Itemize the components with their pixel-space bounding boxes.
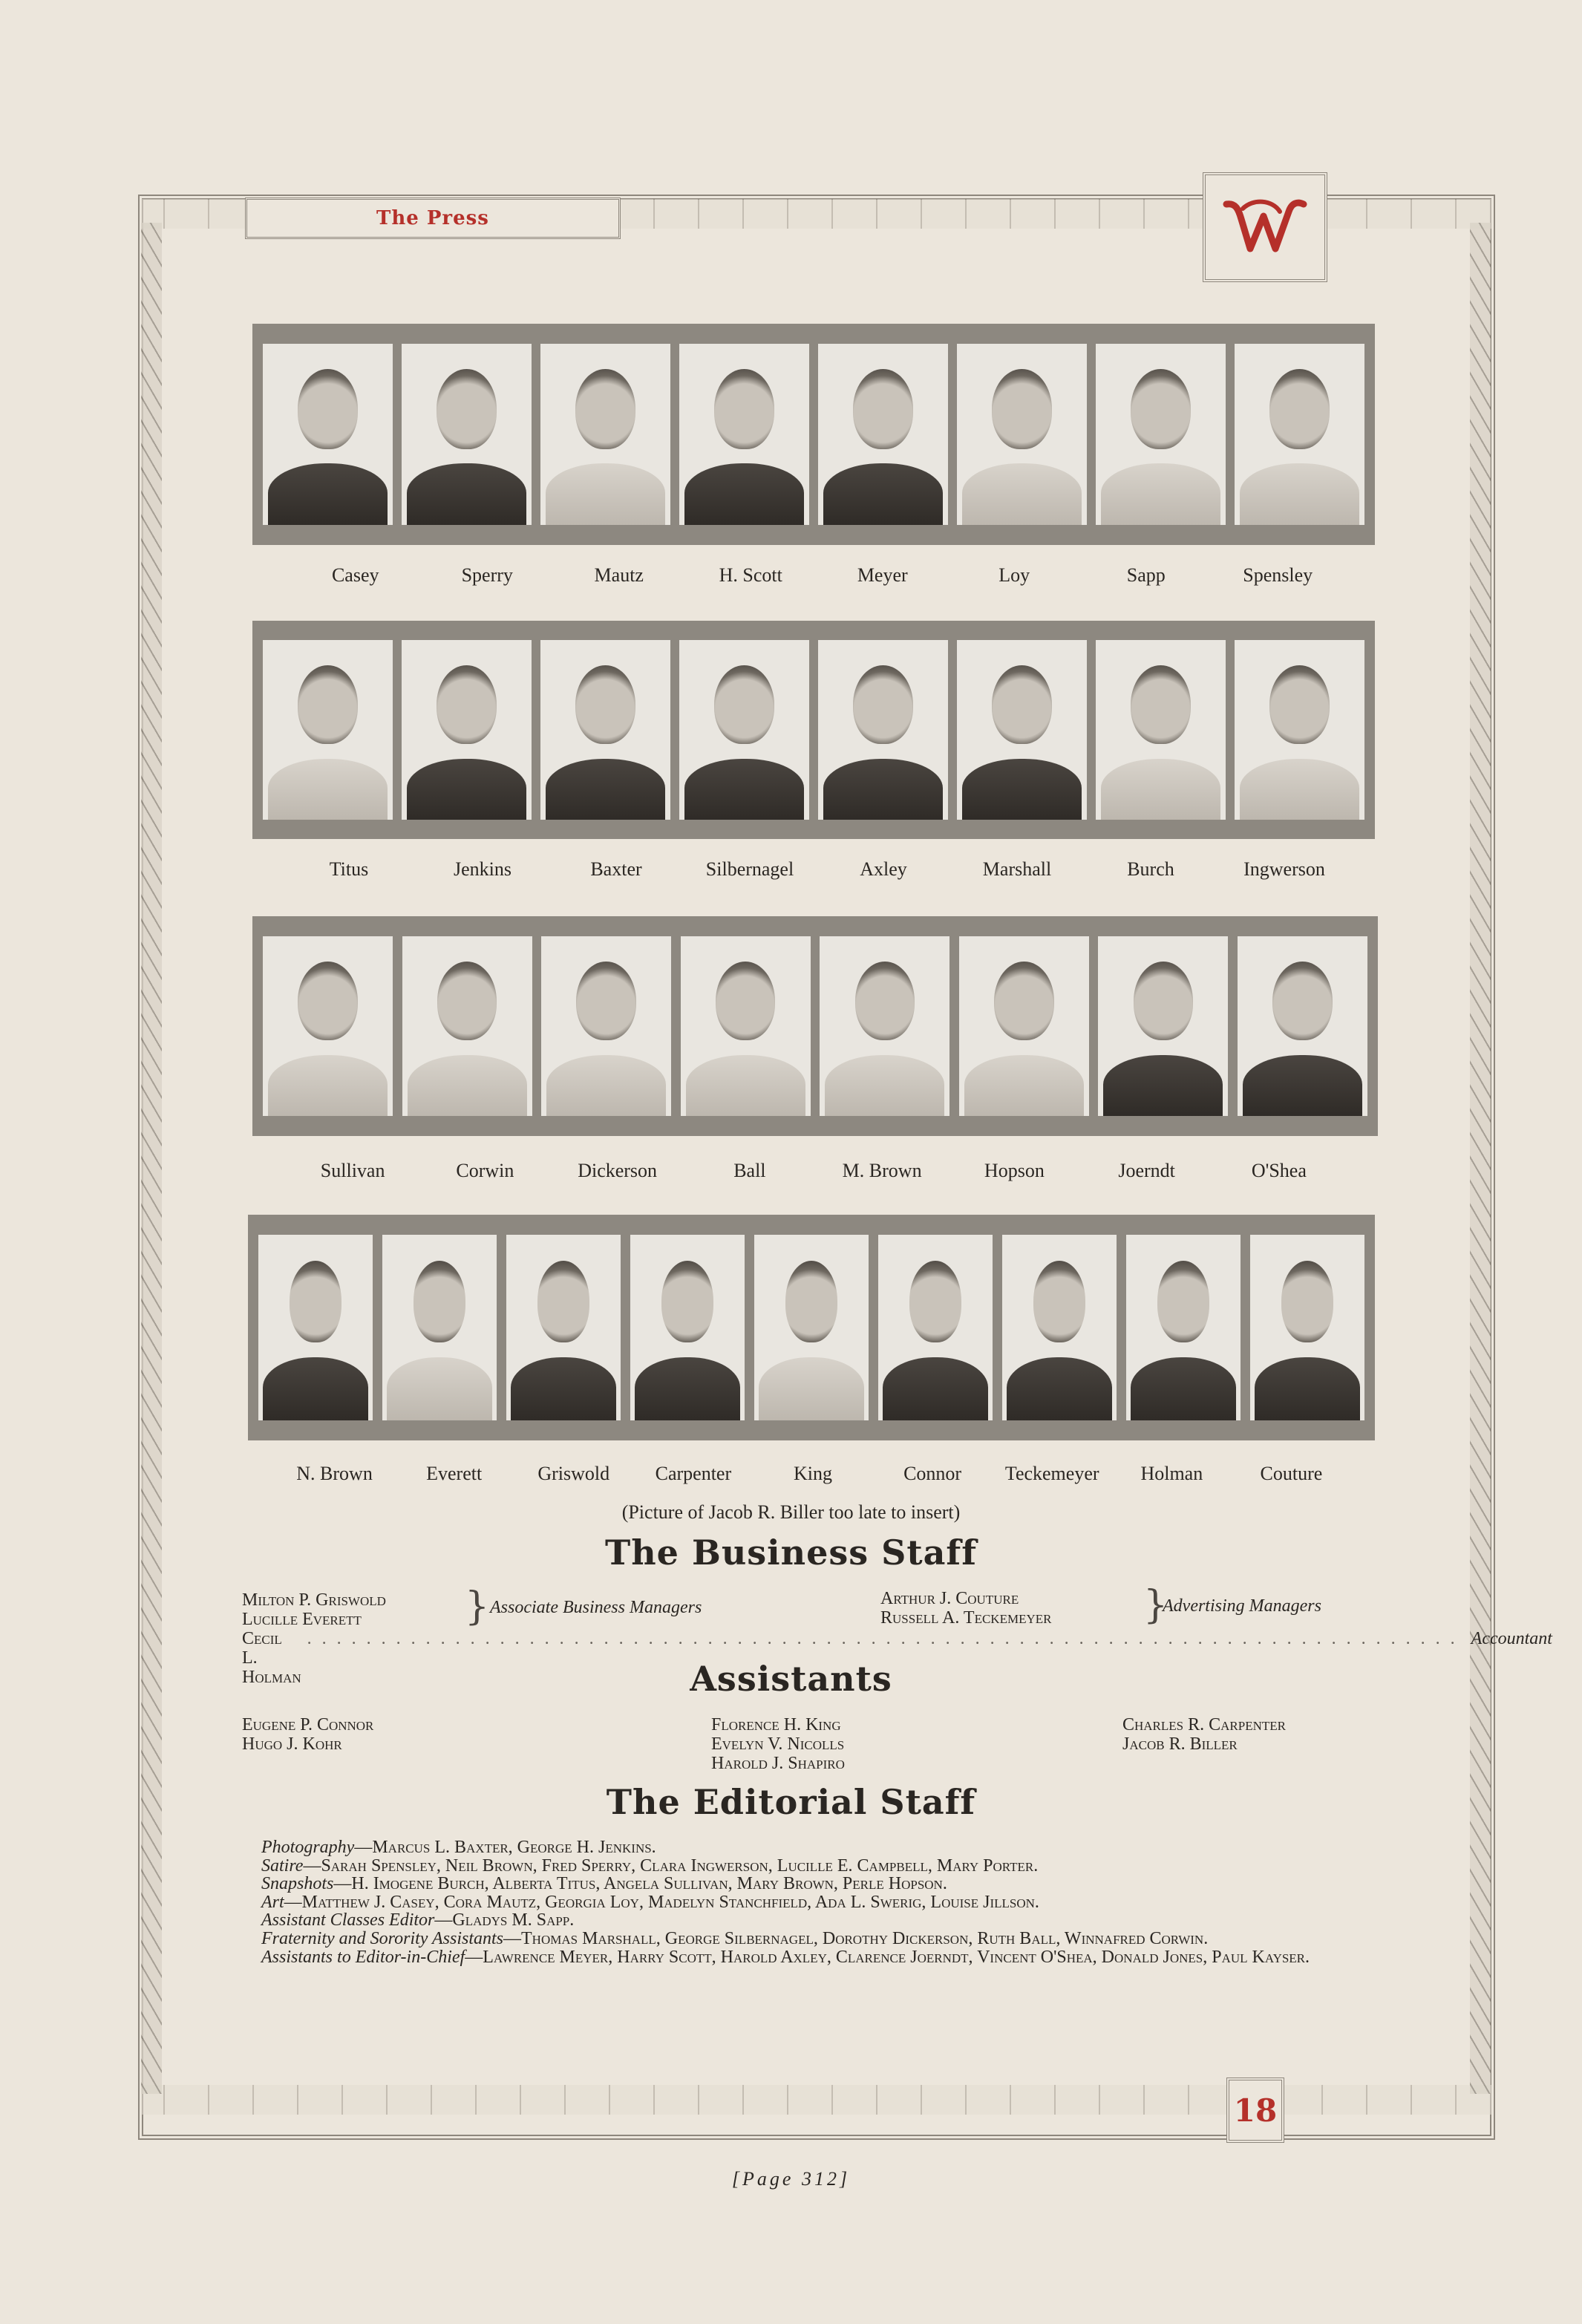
staff-name: Jacob R. Biller	[1122, 1734, 1238, 1754]
portrait-name-row	[275, 1463, 1351, 1485]
portrait-name: Spensley	[1243, 564, 1313, 586]
staff-name: Florence H. King	[711, 1715, 841, 1734]
assistants-column-1	[242, 1715, 373, 1754]
portrait-name: Casey	[331, 564, 379, 586]
assistants-heading: Assistants	[690, 1659, 892, 1699]
portrait-shoulders	[546, 759, 665, 820]
portrait-shoulders	[263, 1357, 368, 1420]
editorial-people: Sarah Spensley, Neil Brown, Fred Sperry, Clara Ingwerson, Lucille E. Campbell, Mary Porter.	[321, 1855, 1039, 1876]
advertising-managers-role: Advertising Managers	[1163, 1596, 1321, 1616]
portrait-photo	[506, 1235, 621, 1420]
portrait-shoulders	[268, 463, 388, 525]
portrait-head	[1157, 1261, 1210, 1342]
editorial-entry	[238, 1911, 1366, 1930]
portrait-photo	[1235, 344, 1364, 525]
portrait-shoulders	[1101, 759, 1220, 820]
w-monogram-logo	[1203, 172, 1327, 282]
editorial-entry	[238, 1948, 1366, 1967]
portrait-photo	[878, 1235, 993, 1420]
portrait-shoulders	[684, 759, 804, 820]
portrait-head	[853, 369, 913, 449]
portrait-shoulders	[823, 463, 943, 525]
em-dash: —	[333, 1874, 352, 1894]
portrait-row	[248, 1215, 1375, 1440]
portrait-photo	[258, 1235, 373, 1420]
portrait-shoulders	[268, 1055, 388, 1117]
editorial-entry	[238, 1875, 1366, 1893]
portrait-row	[252, 621, 1375, 839]
missing-photo-note: (Picture of Jacob R. Biller too late to insert)	[621, 1501, 961, 1523]
portrait-shoulders	[387, 1357, 492, 1420]
portrait-head	[994, 962, 1054, 1041]
portrait-shoulders	[1243, 1055, 1362, 1117]
portrait-head	[437, 369, 497, 449]
portrait-shoulders	[407, 463, 526, 525]
portrait-shoulders	[962, 463, 1082, 525]
portrait-shoulders	[546, 1055, 666, 1117]
portrait-name: Mautz	[594, 564, 644, 586]
em-dash: —	[303, 1855, 321, 1876]
staff-name: Evelyn V. Nicolls	[711, 1734, 845, 1754]
portrait-photo	[540, 640, 670, 819]
portrait-shoulders	[684, 463, 804, 525]
editorial-role: Satire	[261, 1855, 304, 1876]
staff-name: Charles R. Carpenter	[1122, 1715, 1286, 1734]
portrait-photo	[402, 640, 532, 819]
editorial-people: Marcus L. Baxter, George H. Jenkins.	[372, 1838, 656, 1857]
portrait-head	[298, 369, 358, 449]
editorial-role: Photography	[261, 1838, 355, 1857]
portrait-head	[714, 369, 774, 449]
portrait-shoulders	[1240, 759, 1359, 820]
editorial-staff-heading: The Editorial Staff	[606, 1782, 976, 1822]
portrait-shoulders	[964, 1055, 1084, 1117]
portrait-name: M. Brown	[842, 1160, 922, 1181]
portrait-name: Titus	[329, 858, 369, 880]
portrait-name: Marshall	[982, 858, 1052, 880]
dot-leader: ..............................................................................	[307, 1629, 1465, 1648]
portrait-shoulders	[268, 759, 388, 820]
portrait-shoulders	[883, 1357, 988, 1420]
portrait-name: Jenkins	[454, 858, 511, 880]
portrait-name: Joerndt	[1118, 1160, 1175, 1181]
portrait-name-row	[282, 858, 1351, 881]
portrait-name: H. Scott	[719, 564, 782, 586]
portrait-shoulders	[1103, 1055, 1223, 1117]
portrait-head	[414, 1261, 466, 1342]
portrait-photo	[1096, 640, 1226, 819]
portrait-photo	[679, 640, 809, 819]
portrait-photo	[1235, 640, 1364, 819]
staff-name: Lucille Everett	[242, 1610, 362, 1629]
portrait-shoulders	[759, 1357, 864, 1420]
portrait-shoulders	[823, 759, 943, 820]
brace-mark: }	[1143, 1583, 1168, 1628]
portrait-head	[992, 665, 1052, 744]
portrait-head	[1272, 962, 1333, 1041]
portrait-photo	[263, 640, 393, 819]
portrait-shoulders	[546, 463, 665, 525]
portrait-photo	[263, 344, 393, 525]
editorial-staff-list	[238, 1838, 1366, 1966]
portrait-shoulders	[635, 1357, 740, 1420]
staff-name: Milton P. Griswold	[242, 1590, 386, 1610]
em-dash: —	[434, 1910, 453, 1930]
em-dash: —	[284, 1892, 302, 1912]
portrait-head	[1134, 962, 1194, 1041]
staff-name: Russell A. Teckemeyer	[880, 1608, 1052, 1628]
editorial-entry	[238, 1930, 1366, 1948]
portrait-name: Axley	[860, 858, 907, 880]
assistants-column-2	[711, 1715, 845, 1773]
editorial-people: Gladys M. Sapp.	[452, 1910, 575, 1930]
running-head: The Press	[245, 198, 621, 239]
portrait-shoulders	[825, 1055, 944, 1117]
editorial-role: Assistant Classes Editor	[261, 1910, 435, 1930]
portrait-head	[298, 962, 358, 1041]
portrait-shoulders	[686, 1055, 805, 1117]
portrait-head	[1131, 665, 1191, 744]
em-dash: —	[354, 1838, 373, 1857]
editorial-entry	[238, 1838, 1366, 1857]
portrait-head	[298, 665, 358, 744]
portrait-photo	[402, 936, 532, 1117]
portrait-row	[252, 324, 1375, 545]
portrait-photo	[681, 936, 811, 1117]
staff-name: Arthur J. Couture	[880, 1589, 1019, 1608]
portrait-name: Sullivan	[320, 1160, 385, 1181]
portrait-photo	[818, 344, 948, 525]
portrait-head	[785, 1261, 838, 1342]
portrait-shoulders	[511, 1357, 616, 1420]
page-number: [Page 312]	[731, 2168, 851, 2190]
portrait-name: Silbernagel	[705, 858, 794, 880]
portrait-name: N. Brown	[296, 1463, 373, 1484]
portrait-name: Loy	[998, 564, 1030, 586]
portrait-photo	[959, 936, 1089, 1117]
editorial-entry	[238, 1857, 1366, 1876]
portrait-name: Holman	[1140, 1463, 1203, 1484]
editorial-people: Lawrence Meyer, Harry Scott, Harold Axley, Clarence Joerndt, Vincent O'Shea, Donald Jones, Paul Kayser.	[483, 1947, 1310, 1967]
portrait-name: Carpenter	[655, 1463, 732, 1484]
portrait-head	[855, 962, 915, 1041]
portrait-photo	[957, 640, 1087, 819]
portrait-head	[537, 1261, 590, 1342]
bottom-ornament-band	[141, 2085, 1492, 2115]
portrait-shoulders	[1240, 463, 1359, 525]
associate-managers-role: Associate Business Managers	[490, 1598, 702, 1617]
editorial-role: Fraternity and Sorority Assistants	[261, 1928, 504, 1948]
editorial-role: Snapshots	[261, 1874, 334, 1894]
portrait-head	[437, 665, 497, 744]
portrait-head	[661, 1261, 714, 1342]
em-dash: —	[465, 1947, 483, 1967]
portrait-head	[853, 665, 913, 744]
portrait-shoulders	[408, 1055, 527, 1117]
editorial-role: Assistants to Editor-in-Chief	[261, 1947, 465, 1967]
portrait-name: Ingwerson	[1243, 858, 1325, 880]
portrait-name: Sperry	[461, 564, 513, 586]
accountant-role: Accountant	[1471, 1629, 1552, 1648]
staff-name: Hugo J. Kohr	[242, 1734, 342, 1754]
portrait-name: Hopson	[984, 1160, 1045, 1181]
portrait-name-row	[287, 1160, 1345, 1182]
portrait-photo	[679, 344, 809, 525]
portrait-photo	[1238, 936, 1367, 1117]
portrait-photo	[818, 640, 948, 819]
portrait-shoulders	[1255, 1357, 1360, 1420]
editorial-role: Art	[261, 1892, 284, 1912]
portrait-head	[716, 962, 776, 1041]
portrait-head	[437, 962, 497, 1041]
business-staff-heading: The Business Staff	[604, 1533, 978, 1573]
portrait-head	[290, 1261, 342, 1342]
portrait-head	[1269, 369, 1330, 449]
portrait-head	[1131, 369, 1191, 449]
portrait-name: Teckemeyer	[1004, 1463, 1099, 1484]
editorial-people: Thomas Marshall, George Silbernagel, Dorothy Dickerson, Ruth Ball, Winnafred Corwin.	[521, 1928, 1209, 1948]
portrait-name: Burch	[1127, 858, 1174, 880]
portrait-photo	[263, 936, 393, 1117]
editorial-people: Matthew J. Casey, Cora Mautz, Georgia Loy, Madelyn Stanchfield, Ada L. Swerig, Louise Jillson.	[301, 1892, 1039, 1912]
portrait-name: O'Shea	[1251, 1160, 1307, 1181]
assistants-column-3	[1122, 1715, 1286, 1754]
portrait-head	[1281, 1261, 1334, 1342]
portrait-photo	[1002, 1235, 1117, 1420]
portrait-photo	[820, 936, 949, 1117]
portrait-shoulders	[1101, 463, 1220, 525]
portrait-name: Griswold	[537, 1463, 610, 1484]
portrait-name: Sapp	[1126, 564, 1166, 586]
staff-name: Cecil L. Holman	[242, 1629, 301, 1687]
portrait-photo	[754, 1235, 869, 1420]
advertising-managers-names	[880, 1589, 1051, 1628]
portrait-head	[1033, 1261, 1086, 1342]
portrait-photo	[1096, 344, 1226, 525]
editorial-people: H. Imogene Burch, Alberta Titus, Angela Sullivan, Mary Brown, Perle Hopson.	[351, 1874, 947, 1894]
portrait-head	[575, 665, 635, 744]
portrait-photo	[1098, 936, 1228, 1117]
brace-mark: }	[465, 1584, 490, 1629]
portrait-shoulders	[1007, 1357, 1112, 1420]
associate-managers-names	[242, 1590, 386, 1629]
portrait-photo	[630, 1235, 745, 1420]
portrait-row	[252, 916, 1378, 1136]
portrait-name: Couture	[1260, 1463, 1323, 1484]
portrait-photo	[382, 1235, 497, 1420]
portrait-photo	[541, 936, 671, 1117]
portrait-name: Ball	[733, 1160, 766, 1181]
portrait-head	[1269, 665, 1330, 744]
portrait-head	[714, 665, 774, 744]
portrait-shoulders	[1131, 1357, 1236, 1420]
portrait-shoulders	[962, 759, 1082, 820]
portrait-name: Everett	[426, 1463, 483, 1484]
portrait-photo	[1250, 1235, 1364, 1420]
portrait-name: Baxter	[590, 858, 642, 880]
portrait-head	[575, 369, 635, 449]
editorial-entry	[238, 1893, 1366, 1912]
portrait-photo	[1126, 1235, 1241, 1420]
portrait-photo	[957, 344, 1087, 525]
portrait-shoulders	[407, 759, 526, 820]
portrait-name: Connor	[903, 1463, 962, 1484]
portrait-name: Meyer	[857, 564, 908, 586]
portrait-photo	[402, 344, 532, 525]
staff-name: Harold J. Shapiro	[711, 1754, 845, 1773]
portrait-head	[576, 962, 636, 1041]
folio-number: 18	[1226, 2077, 1284, 2143]
portrait-name-row	[290, 564, 1344, 587]
portrait-name: King	[793, 1463, 832, 1484]
staff-name: Eugene P. Connor	[242, 1715, 374, 1734]
portrait-head	[909, 1261, 962, 1342]
portrait-head	[992, 369, 1052, 449]
portrait-name: Dickerson	[578, 1160, 658, 1181]
em-dash: —	[503, 1928, 522, 1948]
portrait-photo	[540, 344, 670, 525]
portrait-name: Corwin	[456, 1160, 514, 1181]
